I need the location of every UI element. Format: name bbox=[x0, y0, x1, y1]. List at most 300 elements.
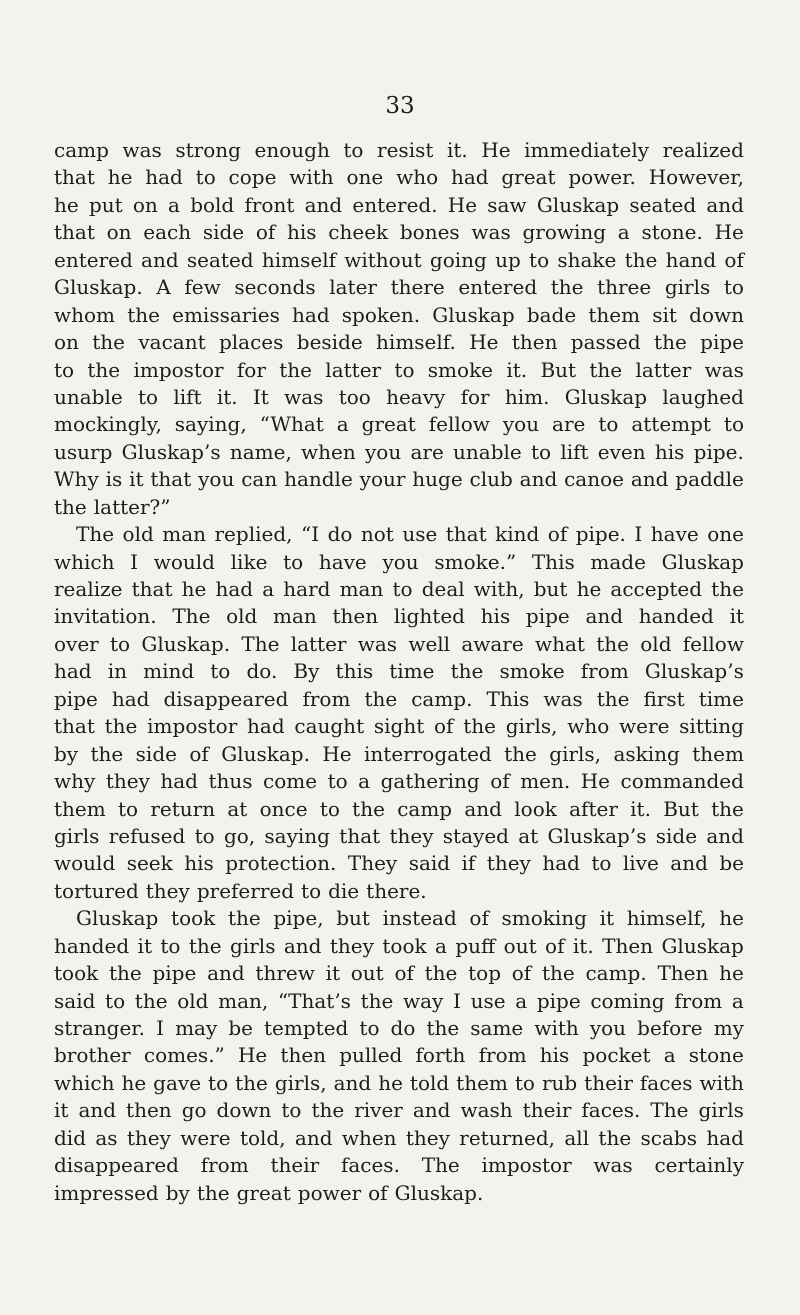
word: but bbox=[533, 577, 568, 601]
word: sitting bbox=[679, 714, 744, 739]
word: he bbox=[719, 906, 744, 931]
word: old bbox=[640, 631, 672, 656]
text-line bbox=[54, 1015, 744, 1042]
word: seconds bbox=[234, 275, 316, 300]
word: one bbox=[707, 522, 744, 547]
word: pocket bbox=[582, 1043, 651, 1068]
word: to bbox=[210, 659, 231, 684]
word: with bbox=[534, 1016, 579, 1040]
word: had bbox=[450, 165, 489, 190]
word: them bbox=[456, 1070, 508, 1095]
word: saying bbox=[264, 823, 330, 848]
word: go bbox=[181, 1098, 207, 1123]
text-line bbox=[54, 219, 744, 246]
word: to bbox=[117, 796, 139, 821]
text-line bbox=[54, 686, 744, 713]
word: which bbox=[54, 549, 115, 574]
word: impostor bbox=[481, 1153, 572, 1178]
word: to bbox=[343, 138, 364, 162]
word: and bbox=[706, 192, 744, 217]
word: to bbox=[319, 796, 340, 821]
word: the bbox=[550, 275, 584, 300]
word: of bbox=[189, 741, 209, 766]
word: river bbox=[354, 1098, 403, 1123]
word: in bbox=[107, 659, 127, 684]
word: there bbox=[390, 275, 445, 300]
word: the bbox=[596, 686, 630, 711]
word: later bbox=[329, 275, 377, 300]
word: to bbox=[283, 549, 304, 574]
word: tortured bbox=[54, 878, 139, 903]
word: to bbox=[723, 275, 744, 300]
word: when bbox=[341, 1125, 397, 1150]
word: the bbox=[127, 302, 160, 327]
word: the bbox=[424, 961, 458, 986]
word: was bbox=[704, 357, 744, 382]
word: realize bbox=[54, 577, 123, 601]
word: pipe bbox=[54, 686, 98, 711]
word: out bbox=[350, 961, 384, 986]
word: he bbox=[107, 165, 133, 190]
word: come bbox=[263, 769, 318, 794]
word: time bbox=[698, 686, 744, 711]
word: they bbox=[405, 1125, 450, 1150]
word: unable bbox=[54, 384, 123, 409]
word: for bbox=[460, 384, 490, 409]
word: great bbox=[236, 1180, 291, 1205]
word: he bbox=[54, 192, 79, 217]
word: lighted bbox=[393, 604, 465, 629]
word: enough bbox=[254, 138, 330, 162]
word: way bbox=[403, 988, 444, 1013]
word: may bbox=[175, 1016, 218, 1040]
word: to bbox=[531, 439, 552, 464]
word: took bbox=[54, 961, 99, 986]
word: This bbox=[531, 549, 575, 574]
word: and bbox=[630, 467, 669, 492]
word: that bbox=[131, 577, 173, 601]
text-line bbox=[54, 850, 744, 877]
word: you bbox=[502, 412, 540, 437]
word: they bbox=[145, 878, 190, 903]
word: men. bbox=[520, 769, 571, 794]
word: once bbox=[259, 796, 308, 821]
word: to bbox=[195, 165, 216, 190]
word: They bbox=[347, 851, 398, 876]
text-line bbox=[54, 1097, 744, 1124]
word: aware bbox=[461, 631, 524, 656]
word: canoe bbox=[564, 467, 624, 492]
word: he bbox=[719, 961, 744, 986]
word: not bbox=[360, 522, 394, 547]
word: mind bbox=[143, 659, 195, 684]
word: pipe bbox=[536, 988, 581, 1013]
word: he bbox=[181, 577, 207, 601]
word: he bbox=[121, 1070, 147, 1095]
text-line bbox=[54, 603, 744, 630]
word: Gluskap. bbox=[221, 741, 310, 766]
word: his bbox=[480, 604, 511, 629]
word: hard bbox=[283, 577, 331, 601]
word: pipe, bbox=[273, 906, 324, 931]
word: you bbox=[198, 467, 235, 492]
word: look bbox=[514, 796, 557, 821]
word: Gluskap bbox=[661, 933, 744, 958]
word: if bbox=[461, 851, 476, 876]
word: the bbox=[450, 659, 484, 684]
word: his bbox=[539, 1043, 570, 1068]
word: stranger. bbox=[54, 1016, 146, 1040]
word: the bbox=[426, 1016, 460, 1040]
text-line bbox=[54, 549, 744, 576]
word: a bbox=[336, 412, 349, 437]
word: He bbox=[322, 741, 352, 766]
word: side bbox=[655, 823, 698, 848]
word: of bbox=[368, 1180, 388, 1205]
word: I bbox=[156, 1016, 164, 1040]
text-line bbox=[54, 960, 744, 987]
word: latter bbox=[635, 357, 692, 382]
word: he bbox=[576, 577, 602, 601]
word: his bbox=[287, 220, 317, 245]
word: lift bbox=[560, 439, 589, 464]
word: man bbox=[273, 604, 317, 629]
word: beside bbox=[296, 330, 363, 355]
word: entered bbox=[458, 275, 538, 300]
word: gave bbox=[153, 1070, 202, 1095]
word: Gluskap. bbox=[54, 275, 143, 300]
word: Gluskap. bbox=[141, 631, 231, 656]
word: have bbox=[650, 522, 699, 547]
word: wash bbox=[460, 1098, 513, 1123]
word: as bbox=[95, 1125, 118, 1150]
word: and bbox=[585, 604, 624, 629]
word: going bbox=[429, 247, 487, 272]
word: “I bbox=[300, 522, 320, 547]
word: but bbox=[336, 906, 370, 931]
word: fellow bbox=[682, 631, 744, 656]
word: impostor bbox=[133, 357, 224, 382]
text-line bbox=[54, 631, 744, 658]
text-line bbox=[54, 411, 744, 438]
word: deal bbox=[421, 577, 465, 601]
word: heavy bbox=[386, 384, 446, 409]
word: smoke bbox=[427, 357, 494, 382]
word: each bbox=[143, 220, 192, 245]
word: a bbox=[731, 988, 744, 1013]
word: the bbox=[596, 631, 629, 656]
word: usurp bbox=[54, 439, 113, 464]
word: handed bbox=[638, 604, 714, 629]
word: to bbox=[138, 384, 159, 409]
word: it. bbox=[446, 138, 468, 162]
word: did bbox=[54, 1125, 87, 1150]
word: there. bbox=[366, 878, 427, 903]
word: it. bbox=[630, 796, 651, 821]
word: Gluskap bbox=[432, 302, 515, 327]
word: bold bbox=[190, 192, 235, 217]
word: handle bbox=[284, 467, 353, 492]
word: on bbox=[132, 192, 158, 217]
body-text bbox=[54, 137, 744, 1207]
word: of bbox=[490, 769, 510, 794]
word: are bbox=[552, 412, 586, 437]
word: faces. bbox=[340, 1153, 400, 1178]
word: the bbox=[364, 686, 398, 711]
word: had bbox=[145, 165, 183, 190]
word: them bbox=[588, 302, 641, 327]
word: from bbox=[302, 686, 351, 711]
word: from bbox=[580, 659, 629, 684]
word: had bbox=[111, 686, 150, 711]
word: and bbox=[519, 467, 558, 492]
word: emissaries bbox=[172, 302, 280, 327]
word: said bbox=[408, 851, 451, 876]
word: down bbox=[689, 302, 744, 327]
word: the bbox=[352, 796, 385, 821]
word: pipe bbox=[525, 604, 570, 629]
word: their bbox=[270, 1153, 320, 1178]
word: it bbox=[129, 467, 144, 492]
word: who bbox=[567, 714, 610, 739]
word: man bbox=[339, 577, 384, 601]
word: He bbox=[469, 330, 499, 355]
word: comes.” bbox=[143, 1043, 225, 1068]
word: club bbox=[469, 467, 513, 492]
word: By bbox=[293, 659, 320, 684]
word: and bbox=[78, 1098, 117, 1123]
word: they bbox=[126, 1125, 171, 1150]
word: him. bbox=[504, 384, 550, 409]
word: the bbox=[90, 741, 124, 766]
text-line bbox=[54, 1180, 744, 1207]
text-line bbox=[54, 1125, 744, 1152]
word: bones bbox=[399, 220, 460, 245]
word: stone bbox=[688, 1043, 744, 1068]
text-line bbox=[54, 796, 744, 823]
word: even bbox=[597, 439, 646, 464]
word: up bbox=[495, 247, 521, 272]
word: power. bbox=[568, 165, 636, 190]
word: of bbox=[394, 961, 414, 986]
word: live bbox=[622, 851, 659, 876]
word: He bbox=[714, 220, 744, 245]
word: die bbox=[328, 878, 360, 903]
word: do bbox=[327, 522, 353, 547]
word: would bbox=[54, 851, 116, 876]
word: to bbox=[54, 357, 75, 382]
text-line bbox=[54, 357, 744, 384]
word: use bbox=[470, 988, 506, 1013]
word: it. bbox=[506, 357, 528, 382]
word: and bbox=[706, 823, 744, 848]
word: Gluskap. bbox=[394, 1180, 484, 1205]
word: the bbox=[711, 577, 744, 601]
word: old bbox=[177, 988, 209, 1013]
word: you bbox=[365, 439, 402, 464]
word: return bbox=[150, 796, 216, 821]
word: He bbox=[447, 192, 478, 217]
text-line bbox=[54, 439, 744, 466]
word: it bbox=[54, 1098, 69, 1123]
word: they bbox=[389, 823, 434, 848]
word: to bbox=[394, 357, 415, 382]
word: of bbox=[469, 906, 489, 931]
word: to bbox=[392, 577, 413, 601]
word: to bbox=[514, 1070, 535, 1095]
word: do bbox=[390, 1016, 416, 1040]
word: the bbox=[654, 330, 687, 355]
text-line bbox=[54, 933, 744, 960]
word: and bbox=[283, 933, 322, 958]
word: by bbox=[165, 1180, 190, 1205]
word: a bbox=[358, 769, 371, 794]
word: to bbox=[598, 412, 619, 437]
word: few bbox=[184, 275, 221, 300]
word: A bbox=[156, 275, 171, 300]
text-line bbox=[54, 384, 744, 411]
word: told bbox=[409, 1070, 450, 1095]
word: passed bbox=[570, 330, 641, 355]
word: The bbox=[76, 522, 115, 547]
word: of bbox=[724, 247, 744, 272]
word: great bbox=[501, 165, 556, 190]
word: pipe bbox=[152, 961, 197, 986]
word: to bbox=[160, 933, 181, 958]
word: growing bbox=[522, 220, 607, 245]
word: the bbox=[188, 933, 222, 958]
word: his bbox=[654, 439, 685, 464]
word: girls, bbox=[274, 1070, 327, 1095]
word: seated bbox=[629, 192, 697, 217]
word: then bbox=[511, 330, 558, 355]
word: was bbox=[543, 686, 583, 711]
word: you bbox=[589, 1016, 627, 1040]
word: one bbox=[346, 165, 384, 190]
word: spoken. bbox=[341, 302, 421, 327]
word: that bbox=[54, 165, 95, 190]
word: and bbox=[294, 1125, 333, 1150]
word: that bbox=[445, 522, 487, 547]
word: impostor bbox=[147, 714, 238, 739]
word: name, bbox=[229, 439, 292, 464]
word: I bbox=[634, 522, 643, 547]
word: Then bbox=[602, 933, 654, 958]
word: then bbox=[332, 604, 379, 629]
word: thus bbox=[208, 769, 253, 794]
word: saying, bbox=[174, 412, 247, 437]
word: lift bbox=[173, 384, 202, 409]
word: the bbox=[279, 357, 312, 382]
word: impressed bbox=[54, 1180, 159, 1205]
word: first bbox=[643, 686, 685, 711]
word: Gluskap bbox=[536, 192, 620, 217]
word: to bbox=[110, 631, 131, 656]
word: immediately bbox=[524, 138, 650, 162]
word: entered. bbox=[352, 192, 438, 217]
word: go, bbox=[223, 823, 256, 848]
text-line bbox=[54, 878, 744, 905]
word: girls bbox=[230, 933, 276, 958]
word: The bbox=[172, 604, 211, 629]
word: then bbox=[280, 1043, 327, 1068]
word: replied, bbox=[214, 522, 293, 547]
word: to bbox=[208, 1070, 229, 1095]
word: sight bbox=[373, 714, 425, 739]
word: had bbox=[54, 659, 92, 684]
word: old bbox=[122, 522, 154, 547]
word: out bbox=[503, 933, 537, 958]
text-line bbox=[54, 658, 744, 685]
text-line bbox=[54, 713, 744, 740]
word: from bbox=[478, 1043, 527, 1068]
word: that bbox=[54, 220, 95, 245]
word: the bbox=[227, 906, 261, 931]
word: over bbox=[54, 631, 99, 656]
word: like bbox=[230, 549, 268, 574]
word: coming bbox=[590, 988, 665, 1013]
paragraph bbox=[54, 521, 744, 905]
word: the bbox=[541, 961, 575, 986]
word: resist bbox=[377, 138, 434, 162]
word: The bbox=[241, 631, 280, 656]
word: when bbox=[301, 439, 356, 464]
word: girls, bbox=[505, 714, 558, 739]
word: faces. bbox=[581, 1098, 641, 1123]
word: a bbox=[435, 933, 447, 958]
word: certainly bbox=[654, 1153, 744, 1178]
text-line bbox=[54, 494, 744, 521]
word: smoke bbox=[499, 659, 565, 684]
text-line bbox=[54, 905, 744, 932]
word: Then bbox=[657, 961, 709, 986]
word: were bbox=[619, 714, 670, 739]
word: would bbox=[153, 549, 215, 574]
word: it. bbox=[216, 384, 238, 409]
word: himself bbox=[261, 247, 336, 272]
word: interrogated bbox=[364, 741, 492, 766]
word: himself, bbox=[626, 906, 707, 931]
word: whom bbox=[54, 302, 116, 327]
word: they bbox=[105, 769, 150, 794]
word: and bbox=[141, 247, 179, 272]
word: commanded bbox=[620, 769, 744, 794]
word: the bbox=[92, 330, 126, 355]
word: man, bbox=[218, 988, 269, 1013]
word: a bbox=[663, 1043, 676, 1068]
word: that bbox=[54, 714, 95, 739]
word: that bbox=[339, 823, 381, 848]
word: The bbox=[650, 1098, 689, 1123]
word: put bbox=[88, 192, 123, 217]
word: kind bbox=[495, 522, 540, 547]
word: pipe. bbox=[693, 439, 744, 464]
word: with bbox=[699, 1070, 744, 1095]
word: had bbox=[292, 302, 330, 327]
text-line bbox=[54, 768, 744, 795]
word: latter?” bbox=[93, 494, 171, 519]
word: to bbox=[359, 1016, 380, 1040]
word: from bbox=[674, 988, 723, 1013]
word: the bbox=[104, 714, 138, 739]
text-line bbox=[54, 137, 744, 164]
word: laughed bbox=[662, 384, 744, 409]
word: caught bbox=[294, 714, 365, 739]
word: he bbox=[378, 1070, 403, 1095]
word: are bbox=[410, 439, 444, 464]
word: handed bbox=[54, 933, 130, 958]
word: camp bbox=[54, 138, 109, 162]
